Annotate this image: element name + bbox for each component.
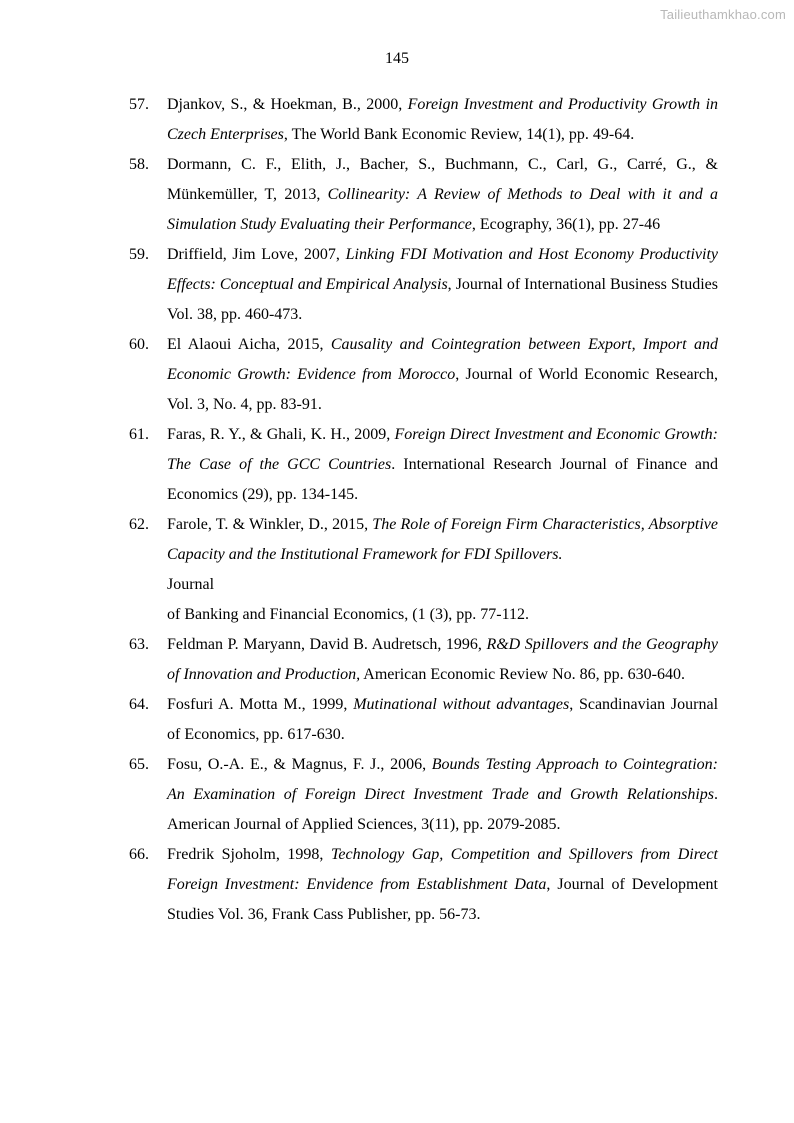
reference-authors: Dormann, C. F., Elith, J., Bacher, S., Buchmann, C., Carl, G., Carré, G., & Münkemüller, T, 2013, [167,156,718,203]
reference-source: . American Journal of Applied Sciences, 3(11), pp. 2079-2085. [167,786,718,833]
reference-title: Foreign Investment and Productivity Growth in Czech Enterprises [167,96,719,143]
reference-item [0,840,718,930]
reference-title: Foreign Direct Investment and Economic Growth: The Case of the GCC Countries [167,426,719,473]
reference-authors: Djankov, S., & Hoekman, B., 2000, [167,96,408,113]
reference-title: Causality and Cointegration between Export, Import and Economic Growth: Evidence from Morocco [167,336,719,383]
reference-title: R&D Spillovers and the Geography of Innovation and Production, [167,636,718,683]
reference-source: , Scandinavian Journal of Economics, pp. 617-630. [167,696,719,743]
reference-number: 63. [129,636,149,653]
reference-item [0,150,718,240]
reference-authors: Fredrik Sjoholm, 1998, [167,846,331,863]
reference-source-continued: of Banking and Financial Economics, (1 (3), pp. 77-112. [167,606,529,623]
reference-source: , The World Bank Economic Review, 14(1), pp. 49-64. [283,126,635,143]
reference-number: 58. [129,156,149,173]
reference-item [0,240,718,330]
reference-source: , Journal of International Business Studies Vol. 38, pp. 460-473. [167,276,718,323]
reference-title: Technology Gap, Competition and Spillovers from Direct Foreign Investment: Envidence from Establishment Data [167,846,719,893]
reference-item [0,90,718,150]
reference-source: American Economic Review No. 86, pp. 630-640. [360,666,685,683]
reference-title: The Role of Foreign Firm Characteristics, Absorptive Capacity and the Institutional Framework for FDI Spillovers. [167,516,718,563]
reference-authors: Farole, T. & Winkler, D., 2015, [167,516,373,533]
reference-source: . International Research Journal of Finance and Economics (29), pp. 134-145. [167,456,718,503]
reference-item [0,510,718,630]
reference-list [0,90,794,930]
reference-number: 61. [129,426,149,443]
reference-number: 59. [129,246,149,263]
reference-item [0,630,718,690]
reference-number: 60. [129,336,149,353]
reference-number: 64. [129,696,149,713]
reference-number: 65. [129,756,149,773]
reference-item [0,750,718,840]
reference-authors: Driffield, Jim Love, 2007, [167,246,346,263]
reference-source: , Ecography, 36(1), pp. 27-46 [471,216,661,233]
reference-source: Journal [167,576,215,593]
reference-source: , Journal of World Economic Research, Vol. 3, No. 4, pp. 83-91. [167,366,719,413]
reference-title: Mutinational without advantages [353,696,570,713]
reference-source: , Journal of Development Studies Vol. 36, Frank Cass Publisher, pp. 56-73. [167,876,718,923]
reference-item [0,330,718,420]
reference-authors: Fosfuri A. Motta M., 1999, [167,696,354,713]
reference-item [0,420,718,510]
reference-authors: Faras, R. Y., & Ghali, K. H., 2009, [167,426,395,443]
watermark-text: Tailieuthamkhao.com [660,7,786,22]
page-number: 145 [385,50,409,67]
reference-item [0,690,718,750]
reference-title: Bounds Testing Approach to Cointegration: An Examination of Foreign Direct Investment Trade and Growth Relationships [167,756,718,803]
reference-authors: Feldman P. Maryann, David B. Audretsch, 1996, [167,636,487,653]
reference-number: 66. [129,846,149,863]
reference-authors: Fosu, O.-A. E., & Magnus, F. J., 2006, [167,756,432,773]
reference-authors: El Alaoui Aicha, 2015, [167,336,331,353]
reference-number: 62. [129,516,149,533]
reference-title: Collinearity: A Review of Methods to Deal with it and a Simulation Study Evaluating their Performance [167,186,718,233]
reference-number: 57. [129,96,149,113]
reference-title: Linking FDI Motivation and Host Economy Productivity Effects: Conceptual and Empirical Analysis [167,246,718,293]
